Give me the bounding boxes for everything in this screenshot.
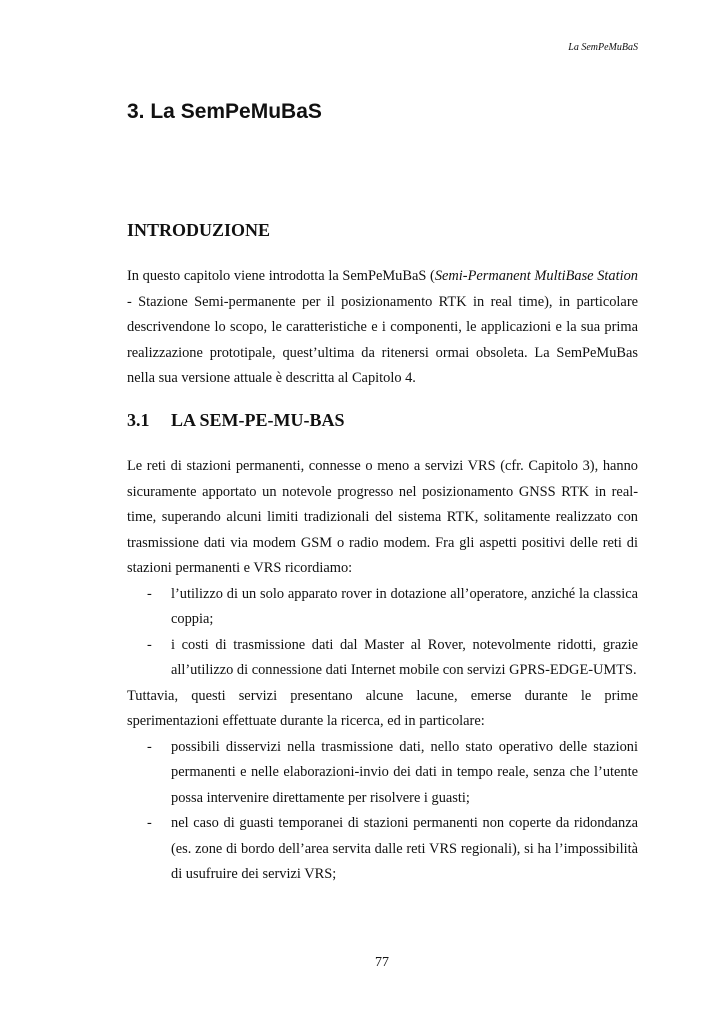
list-dash: - xyxy=(147,636,152,653)
chapter-title: 3. La SemPeMuBaS xyxy=(127,100,322,123)
list-item-text: l’utilizzo di un solo apparato rover in dotazione all’operatore, anziché la classica coppia; xyxy=(171,585,638,627)
intro-text-end: - Stazione Semi-permanente per il posizionamento RTK in real time), in particolare descrivendone lo scopo, le caratteristiche e i componenti, le applicazioni e la sua prima realizzazione prototipale, quest’ultima da ritenersi ormai obsoleta. La SemPeMuBas nella sua versione attuale è descritta al Capitolo 4. xyxy=(127,293,638,386)
intro-text-italic: Semi-Permanent MultiBase Station xyxy=(434,268,638,284)
section-number: 3.1 xyxy=(127,410,150,430)
intro-text-start: In questo capitolo viene introdotta la SemPeMuBaS ( xyxy=(127,268,435,284)
list-dash: - xyxy=(147,738,152,755)
bullet-list-2 xyxy=(127,735,638,888)
list-item xyxy=(127,633,638,684)
list-item xyxy=(127,811,638,888)
section-title: LA SEM-PE-MU-BAS xyxy=(171,410,345,430)
list-dash: - xyxy=(147,815,152,831)
list-item-text: i costi di trasmissione dati dal Master al Rover, notevolmente ridotti, grazie all’utilizzo di connessione dati Internet mobile con servizi GPRS-EDGE-UMTS. xyxy=(171,636,638,678)
list-dash: - xyxy=(147,585,152,602)
list-item-text: possibili disservizi nella trasmissione dati, nello stato operativo delle stazioni permanenti e nelle elaborazioni-invio dei dati in tempo reale, senza che l’utente possa intervenire direttamente per risolvere i guasti; xyxy=(171,738,638,806)
list-item xyxy=(127,582,638,633)
section-paragraph-2: Tuttavia, questi servizi presentano alcune lacune, emerse durante le prime sperimentazioni effettuate durante la ricerca, ed in particolare: xyxy=(127,687,638,729)
list-item-text: nel caso di guasti temporanei di stazioni permanenti non coperte da ridondanza (es. zone di bordo dell’area servita dalle reti VRS regionali), si ha l’impossibilità di usufruire dei servizi VRS; xyxy=(171,815,638,882)
intro-paragraph xyxy=(127,264,638,392)
intro-heading: INTRODUZIONE xyxy=(127,220,271,240)
section-heading xyxy=(127,410,345,431)
list-item xyxy=(127,735,638,812)
section-paragraph-1: Le reti di stazioni permanenti, connesse o meno a servizi VRS (cfr. Capitolo 3), hanno sicuramente apportato un notevole progresso nel posizionamento GNSS RTK in real-time, superando alcuni limiti tradizionali del sistema RTK, solitamente realizzato con trasmissione dati via modem GSM o radio modem. Fra gli aspetti positivi delle reti di stazioni permanenti e VRS ricordiamo: xyxy=(127,458,638,576)
section-body xyxy=(127,454,638,888)
running-header: La SemPeMuBaS xyxy=(568,42,638,53)
bullet-list-1 xyxy=(127,582,638,684)
page-number: 77 xyxy=(375,955,389,970)
